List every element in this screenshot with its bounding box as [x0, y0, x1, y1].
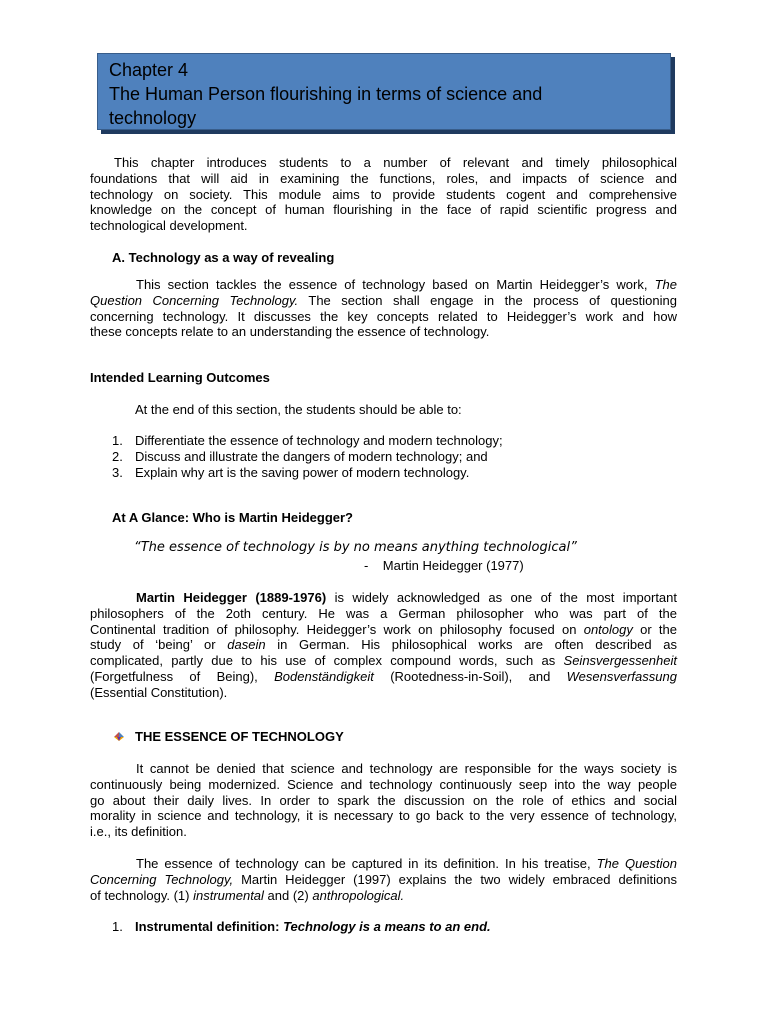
essence-line: i.e., its definition. — [90, 824, 187, 840]
section-a-line: This section tackles the essence of technology based on Martin Heidegger’s work, The — [136, 277, 677, 292]
essence-line: of technology. (1) instrumental and (2) anthropological. — [90, 887, 405, 903]
intro-line: foundations that will aid in examining the functions, roles, and impacts of science and — [90, 170, 677, 186]
heidegger-quote: “The essence of technology is by no means anything technological” — [134, 540, 577, 555]
section-a-paragraph — [90, 277, 677, 340]
bio-line: (Essential Constitution). — [90, 684, 228, 700]
list-item: 1. Differentiate the essence of technology and modern technology; — [112, 433, 503, 448]
intro-line: technology on society. This module aims to provide students cogent and comprehensive — [90, 186, 677, 202]
quote-attribution: - Martin Heidegger (1977) — [364, 558, 524, 573]
essence-heading: THE ESSENCE OF TECHNOLOGY — [135, 729, 344, 744]
section-a-line: concerning technology. It discusses the key concepts related to Heidegger’s work and how — [90, 308, 677, 324]
essence-line: morality in science and technology, it is necessary to go back to the very essence of technology, — [90, 808, 677, 824]
essence-line: Concerning Technology, Martin Heidegger (1997) explains the two widely embraced definitions — [90, 871, 677, 887]
bio-line: complicated, partly due to his use of complex compound words, such as Seinsvergessenheit — [90, 653, 677, 669]
essence-line: It cannot be denied that science and technology are responsible for the ways society is — [136, 761, 677, 776]
section-a-heading: A. Technology as a way of revealing — [112, 250, 335, 265]
list-item: 3. Explain why art is the saving power of modern technology. — [112, 464, 470, 480]
chapter-title-line1: The Human Person flourishing in terms of science and — [109, 84, 543, 104]
bio-line: (Forgetfulness of Being), Bodenständigkeit (Rootedness-in-Soil), and Wesensverfassung — [90, 668, 677, 684]
bullet-arrow-icon — [114, 731, 124, 741]
list-item: 2. Discuss and illustrate the dangers of modern technology; and — [112, 448, 488, 464]
glance-heading: At A Glance: Who is Martin Heidegger? — [112, 510, 354, 525]
section-a-line: Question Concerning Technology. The section shall engage in the process of questioning — [90, 292, 677, 308]
intro-line: This chapter introduces students to a number of relevant and timely philosophical — [114, 155, 677, 170]
essence-line: continuously being modernized. Science and technology continuously seep into the way people — [90, 776, 677, 792]
section-a-line: these concepts relate to an understanding the essence of technology. — [90, 324, 490, 340]
intro-line: technological development. — [90, 218, 248, 234]
definition-list — [112, 919, 491, 935]
ilo-list — [112, 433, 503, 480]
chapter-title-line2: technology — [109, 108, 197, 128]
bio-line: Martin Heidegger (1889-1976) is widely acknowledged as one of the most important — [136, 590, 678, 605]
bio-line: Continental tradition of philosophy. Heidegger’s work on philosophy focused on ontology or the — [90, 621, 677, 637]
bio-paragraph — [90, 590, 677, 701]
essence-line: go about their daily lives. In order to spark the discussion on the role of ethics and social — [90, 792, 677, 808]
bio-line: study of ‘being’ or dasein in German. His philosophical works are often described as — [90, 637, 677, 653]
intro-paragraph — [90, 155, 677, 234]
essence-paragraph-1 — [90, 761, 677, 840]
ilo-lead: At the end of this section, the students should be able to: — [135, 402, 462, 417]
essence-line: The essence of technology can be captured in its definition. In his treatise, The Question — [136, 856, 677, 871]
list-item: 1. Instrumental definition: Technology is a means to an end. — [112, 919, 491, 934]
chapter-number: Chapter 4 — [109, 60, 189, 80]
essence-paragraph-2 — [90, 856, 677, 903]
bio-line: philosophers of the 2oth century. He was a German philosopher who was part of the — [90, 605, 677, 621]
chapter-banner — [97, 53, 671, 130]
ilo-heading: Intended Learning Outcomes — [90, 370, 270, 385]
intro-line: knowledge on the concept of human flourishing in the face of rapid scientific progress and — [90, 202, 677, 218]
